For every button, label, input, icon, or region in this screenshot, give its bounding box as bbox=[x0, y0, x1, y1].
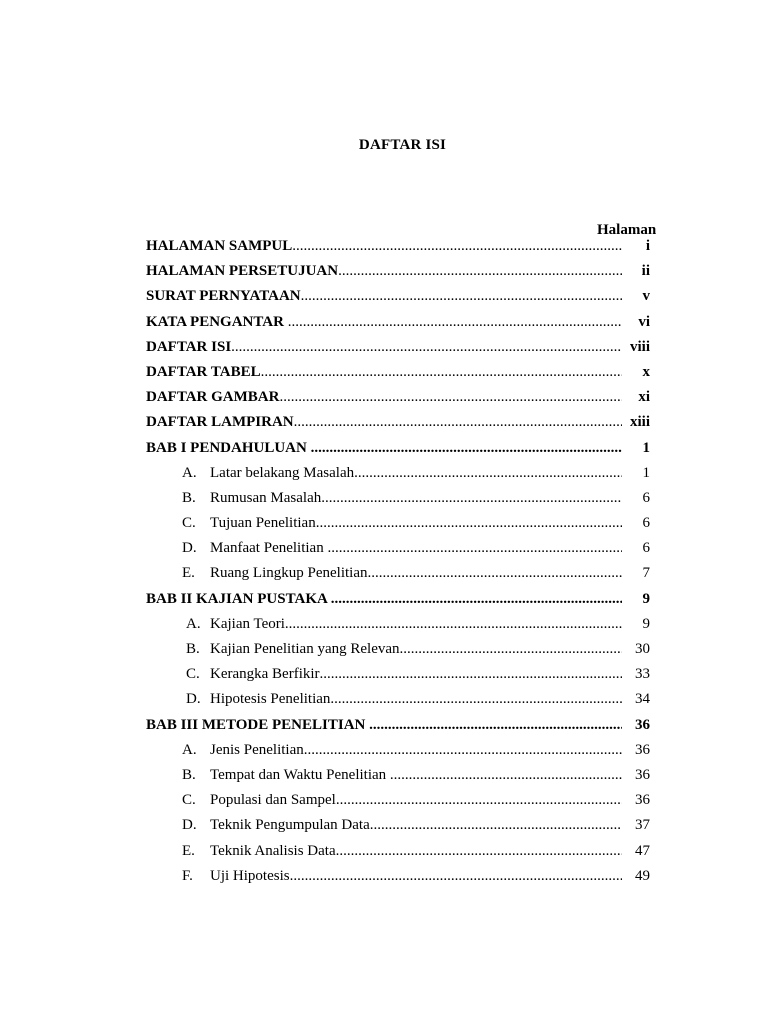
toc-subentry-page: 47 bbox=[635, 842, 650, 859]
dot-leader bbox=[290, 868, 622, 885]
toc-entry-surat-pernyataan bbox=[0, 285, 768, 310]
toc-entry-daftar-tabel bbox=[0, 361, 768, 386]
toc-entry-page: viii bbox=[629, 338, 650, 355]
toc-subentry-letter: B. bbox=[182, 489, 196, 506]
toc-entry-halaman-persetujuan bbox=[0, 260, 768, 285]
toc-subentry-letter: A. bbox=[186, 615, 201, 632]
toc-subentry-label: Kerangka Berfikir bbox=[210, 666, 320, 683]
toc-chapter-label: BAB III METODE PENELITIAN bbox=[146, 716, 370, 733]
toc-subentry-letter: C. bbox=[186, 666, 200, 683]
toc-chapter-bab-i bbox=[0, 437, 768, 462]
toc-subentry-letter: E. bbox=[182, 842, 195, 859]
dot-leader bbox=[330, 691, 622, 708]
toc-subentry bbox=[0, 865, 768, 890]
toc-subentry-label: Jenis Penelitian bbox=[210, 741, 304, 758]
dot-leader bbox=[261, 364, 622, 381]
toc-chapter-page: 9 bbox=[642, 590, 650, 607]
dot-leader bbox=[354, 465, 622, 482]
table-of-contents bbox=[0, 235, 768, 890]
toc-subentry bbox=[0, 688, 768, 713]
toc-subentry bbox=[0, 562, 768, 587]
toc-subentry-page: 37 bbox=[635, 817, 650, 834]
toc-subentry bbox=[0, 462, 768, 487]
toc-subentry-page: 33 bbox=[635, 666, 650, 683]
toc-subentry-letter: A. bbox=[182, 741, 197, 758]
toc-subentry bbox=[0, 487, 768, 512]
dot-leader bbox=[320, 666, 622, 683]
dot-leader bbox=[294, 414, 622, 431]
toc-entry-label: HALAMAN SAMPUL bbox=[146, 238, 293, 254]
dot-leader bbox=[279, 389, 622, 406]
toc-subentry-letter: D. bbox=[182, 540, 197, 557]
dot-leader bbox=[336, 792, 622, 809]
toc-subentry-page: 36 bbox=[635, 792, 650, 809]
dot-leader bbox=[336, 843, 622, 860]
toc-subentry-label: Rumusan Masalah bbox=[210, 489, 322, 506]
toc-subentry-label: Tempat dan Waktu Penelitian bbox=[210, 766, 390, 783]
toc-entry-daftar-gambar bbox=[0, 386, 768, 411]
toc-subentry-page: 49 bbox=[635, 867, 650, 884]
dot-leader bbox=[370, 817, 622, 834]
toc-subentry-label: Teknik Analisis Data bbox=[210, 842, 336, 859]
toc-subentry-label: Kajian Penelitian yang Relevan bbox=[210, 641, 400, 657]
toc-subentry bbox=[0, 840, 768, 865]
toc-entry-label: SURAT PERNYATAAN bbox=[146, 288, 301, 305]
toc-entry-label: DAFTAR LAMPIRAN bbox=[146, 414, 294, 431]
toc-entry-page: v bbox=[642, 288, 650, 305]
toc-subentry-page: 34 bbox=[635, 691, 650, 708]
toc-entry-label: HALAMAN PERSETUJUAN bbox=[146, 263, 339, 280]
toc-subentry-letter: D. bbox=[186, 691, 201, 708]
dot-leader bbox=[321, 490, 622, 507]
toc-chapter-bab-ii bbox=[0, 588, 768, 613]
toc-chapter-page: 1 bbox=[642, 439, 650, 456]
toc-subentry-page: 36 bbox=[635, 766, 650, 783]
dot-leader bbox=[311, 440, 622, 457]
toc-subentry-label: Uji Hipotesis bbox=[210, 867, 290, 884]
dot-leader bbox=[390, 767, 622, 784]
toc-entry-page: ii bbox=[641, 263, 650, 280]
toc-subentry-page: 7 bbox=[642, 565, 650, 582]
toc-chapter-page: 36 bbox=[635, 716, 650, 733]
toc-subentry-page: 6 bbox=[642, 515, 650, 532]
toc-chapter-bab-iii bbox=[0, 714, 768, 739]
toc-subentry bbox=[0, 537, 768, 562]
toc-subentry-letter: B. bbox=[186, 641, 200, 657]
dot-leader bbox=[369, 717, 622, 734]
toc-subentry-page: 9 bbox=[642, 615, 650, 632]
toc-chapter-label: BAB I PENDAHULUAN bbox=[146, 439, 311, 456]
page-column-header: Halaman bbox=[597, 222, 657, 238]
toc-subentry bbox=[0, 663, 768, 688]
toc-entry-page: x bbox=[642, 363, 650, 380]
toc-entry-label: KATA PENGANTAR bbox=[146, 313, 288, 330]
toc-subentry bbox=[0, 814, 768, 839]
toc-subentry-letter: D. bbox=[182, 817, 197, 834]
toc-subentry-label: Manfaat Penelitian bbox=[210, 540, 328, 557]
dot-leader bbox=[285, 616, 622, 633]
toc-subentry-label: Latar belakang Masalah bbox=[210, 464, 355, 481]
toc-subentry-label: Populasi dan Sampel bbox=[210, 792, 336, 809]
toc-subentry bbox=[0, 613, 768, 638]
toc-subentry-label: Ruang Lingkup Penelitian bbox=[210, 565, 368, 582]
toc-entry-page: xiii bbox=[629, 414, 650, 431]
toc-subentry-letter: A. bbox=[182, 464, 197, 481]
toc-subentry-page: 36 bbox=[635, 741, 650, 758]
dot-leader bbox=[288, 314, 622, 331]
dot-leader bbox=[231, 339, 622, 356]
dot-leader bbox=[301, 288, 622, 305]
dot-leader bbox=[292, 238, 622, 255]
toc-subentry-label: Teknik Pengumpulan Data bbox=[210, 817, 370, 834]
toc-subentry-letter: C. bbox=[182, 515, 196, 532]
toc-entry-kata-pengantar bbox=[0, 311, 768, 336]
dot-leader bbox=[338, 263, 622, 280]
toc-subentry-label: Tujuan Penelitian bbox=[210, 515, 316, 532]
toc-subentry-letter: E. bbox=[182, 565, 195, 582]
toc-subentry-letter: C. bbox=[182, 792, 196, 809]
page-title: DAFTAR ISI bbox=[358, 137, 447, 153]
toc-chapter-label: BAB II KAJIAN PUSTAKA bbox=[146, 590, 331, 607]
toc-subentry-letter: F. bbox=[182, 867, 193, 884]
dot-leader bbox=[367, 565, 622, 582]
toc-entry-daftar-lampiran bbox=[0, 411, 768, 436]
toc-subentry-label: Hipotesis Penelitian bbox=[210, 691, 331, 708]
toc-subentry bbox=[0, 638, 768, 663]
dot-leader bbox=[327, 540, 622, 557]
toc-entry-label: DAFTAR GAMBAR bbox=[146, 389, 280, 406]
dot-leader bbox=[400, 641, 622, 658]
toc-subentry-page: 6 bbox=[642, 540, 650, 557]
toc-subentry bbox=[0, 764, 768, 789]
toc-subentry-page: 6 bbox=[642, 489, 650, 506]
toc-subentry bbox=[0, 512, 768, 537]
dot-leader bbox=[304, 742, 622, 759]
toc-entry-halaman-sampul bbox=[0, 235, 768, 260]
toc-subentry-page: 30 bbox=[635, 641, 650, 657]
dot-leader bbox=[316, 515, 622, 532]
toc-subentry-label: Kajian Teori bbox=[210, 615, 285, 632]
toc-subentry bbox=[0, 739, 768, 764]
toc-entry-page: xi bbox=[638, 389, 650, 406]
dot-leader bbox=[331, 591, 622, 608]
toc-subentry-letter: B. bbox=[182, 766, 196, 783]
toc-entry-page: vi bbox=[638, 313, 650, 330]
toc-entry-label: DAFTAR ISI bbox=[146, 338, 232, 355]
toc-subentry-page: 1 bbox=[642, 464, 650, 481]
toc-entry-page: i bbox=[645, 238, 650, 254]
toc-entry-daftar-isi bbox=[0, 336, 768, 361]
toc-subentry bbox=[0, 789, 768, 814]
toc-entry-label: DAFTAR TABEL bbox=[146, 363, 261, 380]
